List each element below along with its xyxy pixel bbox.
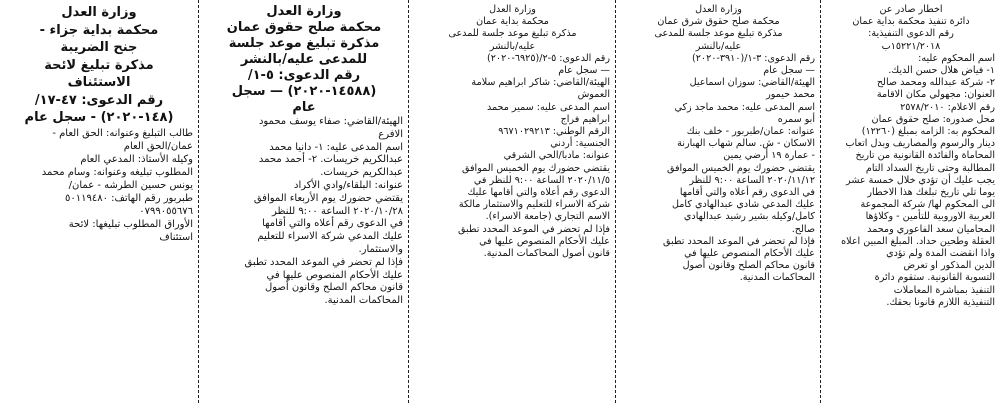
notice-line: التنفيذ بمباشرة المعاملات	[893, 284, 995, 296]
notice-column-east-amman-court	[617, 0, 820, 403]
notice-line: عبدالكريم خريسات. ٢- أحمد محمد	[258, 154, 403, 166]
notice-line: العموش	[577, 89, 610, 101]
notice-line: يقتضي حضورك يوم الخميس الموافق	[666, 162, 815, 174]
notice-line: ١٥٢٢١/٢٠١٨ب	[881, 40, 941, 52]
notice-line: — سجل عام	[558, 65, 610, 77]
notice-line: عليك الأحكام المنصوص عليها في	[266, 269, 403, 281]
notice-line: في الدعوى رقم أعلاه والتي أقامها	[262, 218, 403, 230]
notice-line: ٢٠٢٠/١١/١٢ الساعة ٩:٠٠ للنظر	[689, 174, 815, 186]
notice-line: الجنسية: أردني	[550, 138, 610, 150]
notice-heading: للمدعى عليه/بالنشر	[240, 52, 368, 67]
notice-line: عليه/بالنشر	[695, 40, 742, 52]
notice-line: قانون محاكم الصلح وقانون أصول	[264, 282, 403, 294]
notice-line: عليك المدعي شركة الاسراء للتعليم	[257, 231, 403, 243]
notice-line: عليك المدعي شادي عبدالهادي كامل	[672, 199, 815, 211]
notice-line: طبربور رقم الهاتف: ٥٠١١٩٤٨٠	[64, 192, 193, 204]
notice-line: الهيئة/القاضي: شاكر ابراهيم سلامة	[471, 77, 610, 89]
notice-line: الأوراق المطلوب تبليغها: لائحة	[68, 218, 193, 230]
column-divider	[615, 0, 616, 403]
notice-line: صالح.	[791, 223, 815, 235]
notice-line: استئناف	[159, 231, 193, 243]
notice-line: رقم الدعوى: ٥-٢/(٦٩٢٥-٢٠٢٠)	[487, 52, 610, 64]
notice-line: فإذا لم تحضر في الموعد المحدد تطبق	[662, 235, 815, 247]
notice-line: الهيئة/القاضي: صفاء يوسف محمود	[258, 116, 403, 127]
notice-column-execution-notice	[822, 0, 1000, 403]
notice-line: عبدالكريم خريسات.	[320, 167, 403, 179]
notice-heading: رقم الدعوى: ٤٧-١٧/	[34, 92, 164, 108]
notice-line: فإذا لم تحضر في الموعد المحدد تطبق	[457, 223, 610, 235]
notice-line: اسم المحكوم عليه:	[918, 52, 995, 64]
notice-line: - عمارة ١٩ أرضي يمين	[723, 150, 815, 162]
notice-line: التسوية القانونية. ستقوم دائرة	[874, 272, 995, 284]
notice-line: مذكرة تبليغ موعد جلسة للمدعى	[654, 28, 783, 40]
notice-line: الرقم الوطني: ٩٦٧١٠٢٩٢١٣	[498, 126, 610, 138]
notice-line: يجب عليك أن تؤدي خلال خمسة عشر	[846, 174, 995, 186]
notice-line: عليك الأحكام المنصوص عليها في	[684, 248, 815, 260]
notice-line: الاسكان - ش. سالم شهاب الهبارنة	[677, 138, 815, 150]
notice-heading: عام	[292, 100, 316, 115]
notice-heading: (١٤٥٨٨-٢٠٢٠) — سجل	[231, 84, 377, 99]
notice-line: عنوانه: البلقاء/وادي الأكراد	[293, 179, 403, 191]
notice-line: العنوان: مجهولي مكان الاقامة	[876, 89, 995, 101]
notice-line: والاستثمار.	[358, 243, 403, 255]
notice-line: الدعوى رقم أعلاه والتي أقامها عليك	[467, 187, 610, 199]
notice-line: العربية الاوروبية للتأمين - وكلاؤها	[865, 211, 995, 223]
notice-line: الهيئة/القاضي: سوزان اسماعيل	[689, 77, 815, 89]
notice-heading: الاستئناف	[67, 75, 131, 90]
notice-line: كامل/وكيله بشير رشيد عبدالهادي	[683, 211, 815, 223]
notice-column-amman-first-instance	[410, 0, 615, 403]
notice-line: شركة الاسراء للتعليم والاستثمار مالكة	[458, 199, 610, 211]
notice-line: اسم المدعى عليه: ١- دانيا محمد	[269, 141, 403, 153]
notice-line: المحاكمات المدنية.	[739, 272, 815, 284]
notice-line: مذكرة تبليغ موعد جلسة للمدعى	[448, 28, 577, 40]
notice-heading: وزارة العدل	[266, 4, 342, 19]
notice-line: ١- فياض هلال حسن الديك.	[888, 65, 995, 77]
notice-line: واذا انقضت المدة ولم تؤدي	[886, 248, 995, 260]
notice-line: عليك الأحكام المنصوص عليها في	[479, 235, 610, 247]
notice-heading: محكمة صلح حقوق عمان	[226, 20, 382, 35]
notice-line: قانون أصول المحاكمات المدنية.	[483, 248, 610, 260]
notice-line: المحاميان سعد الفاعوري ومحمد	[867, 223, 995, 235]
notice-line: أبو سمره	[777, 113, 815, 125]
notice-heading: جنح الضريبة	[60, 40, 138, 55]
column-divider	[820, 0, 821, 403]
notice-line: محكمة بداية عمان	[476, 16, 549, 28]
notice-line: محل صدوره: صلح حقوق عمان	[871, 113, 995, 125]
notice-heading: مذكرة تبليغ لائحة	[44, 57, 154, 73]
notice-heading: وزارة العدل	[61, 5, 137, 20]
notice-line: التنفيذية اللازم قانونا بحقك.	[886, 296, 995, 308]
notice-line: يوما تلي تاريخ تبلغك هذا الاخطار	[867, 187, 995, 199]
notice-line: قانون محاكم الصلح وقانون أصول	[682, 260, 815, 272]
notice-heading: مذكرة تبليغ موعد جلسة	[228, 36, 380, 51]
notice-line: الافرع	[378, 128, 403, 140]
notice-line: ٠٧٩٩٠٥٥٦٧٦	[139, 205, 193, 217]
notice-line: عنوانه: عمان/طبربور - خلف بنك	[686, 126, 815, 138]
notice-line: المطلوب تبليغه وعنوانه: وسام محمد	[41, 166, 193, 178]
notice-line: طالب التبليغ وعنوانه: الحق العام -	[52, 127, 193, 139]
notice-column-amman-magistrate	[200, 0, 408, 403]
notice-line: العقلة وطحين حداد. المبلغ المبين اعلاه	[841, 235, 995, 247]
notice-line: رقم الدعوى: ٣-١/(٣٩١٠-٢٠٢٠)	[692, 52, 815, 64]
column-divider	[198, 0, 199, 403]
notice-column-criminal-court	[0, 0, 198, 403]
notice-line: اسم المدعى عليه: محمد ماجد زكي	[674, 101, 815, 113]
notice-line: يونس حسين الطرشه - عمان/	[68, 179, 193, 191]
notice-line: وكيله الأستاذ: المدعي العام	[80, 153, 193, 165]
notice-line: دائرة تنفيذ محكمة بداية عمان	[852, 16, 970, 28]
notice-line: المحاكمات المدنية.	[324, 295, 403, 307]
notice-line: محكمة صلح حقوق شرق عمان	[657, 16, 780, 28]
notice-line: المحكوم به: الزامه بمبلغ (١٢٢٦٠)	[861, 126, 995, 138]
notice-line: ابراهيم فراج	[560, 113, 610, 125]
notice-line: في الدعوى رقم أعلاه والتي أقامها	[679, 187, 815, 199]
column-divider	[408, 0, 409, 403]
notice-line: دينار والرسوم والمصاريف وبدل اتعاب	[845, 138, 995, 150]
notice-line: — سجل عام	[763, 65, 815, 77]
notice-heading: رقم الدعوى: ٥-١/	[247, 68, 361, 83]
notice-line: رقم الاعلام: ٢٥٧٨/٢٠١٠	[900, 101, 995, 113]
notice-line: ٢- شركة عبدالله ومحمد صالح	[876, 77, 995, 89]
notice-line: يقتضي حضورك يوم الخميس الموافق	[461, 162, 610, 174]
notice-line: اخطار صادر عن	[879, 4, 943, 15]
notice-line: محمد حيمور	[766, 89, 815, 101]
notice-line: وزارة العدل	[695, 4, 742, 15]
notice-heading: محكمة بداية جزاء -	[39, 22, 159, 38]
notice-line: يقتضي حضورك يوم الأربعاء الموافق	[253, 192, 403, 204]
notice-line: عمان/الحق العام	[123, 140, 193, 152]
notice-line: الى المحكوم لها/ شركة المجموعة	[860, 199, 995, 211]
notice-heading: (١٤٨-٢٠٢٠) - سجل عام	[24, 110, 174, 125]
notice-line: الدين المذكور او تعرض	[903, 260, 995, 272]
notice-line: المطالبة وحتى تاريخ السداد التام	[865, 162, 995, 174]
notice-line: عليه/بالنشر	[489, 40, 536, 52]
notice-line: الاسم التجاري (جامعة الاسراء).	[485, 211, 610, 223]
notice-line: ٢٠٢٠/١١/٥ الساعة ٩:٠٠ للنظر في	[473, 174, 610, 186]
notice-line: رقم الدعوى التنفيذية:	[868, 28, 954, 40]
notice-line: اسم المدعى عليه: سمير محمد	[486, 101, 610, 113]
notice-line: المحاماة والفائدة القانونية من تاريخ	[855, 150, 995, 162]
notice-line: عنوانه: مادبا/الحي الشرقي	[503, 150, 610, 162]
notice-line: ٢٠٢٠/١٠/٢٨ الساعة ٩:٠٠ للنظر	[272, 205, 403, 217]
notice-line: فإذا لم تحضر في الموعد المحدد تطبق	[244, 256, 403, 268]
notice-line: وزارة العدل	[489, 4, 536, 15]
